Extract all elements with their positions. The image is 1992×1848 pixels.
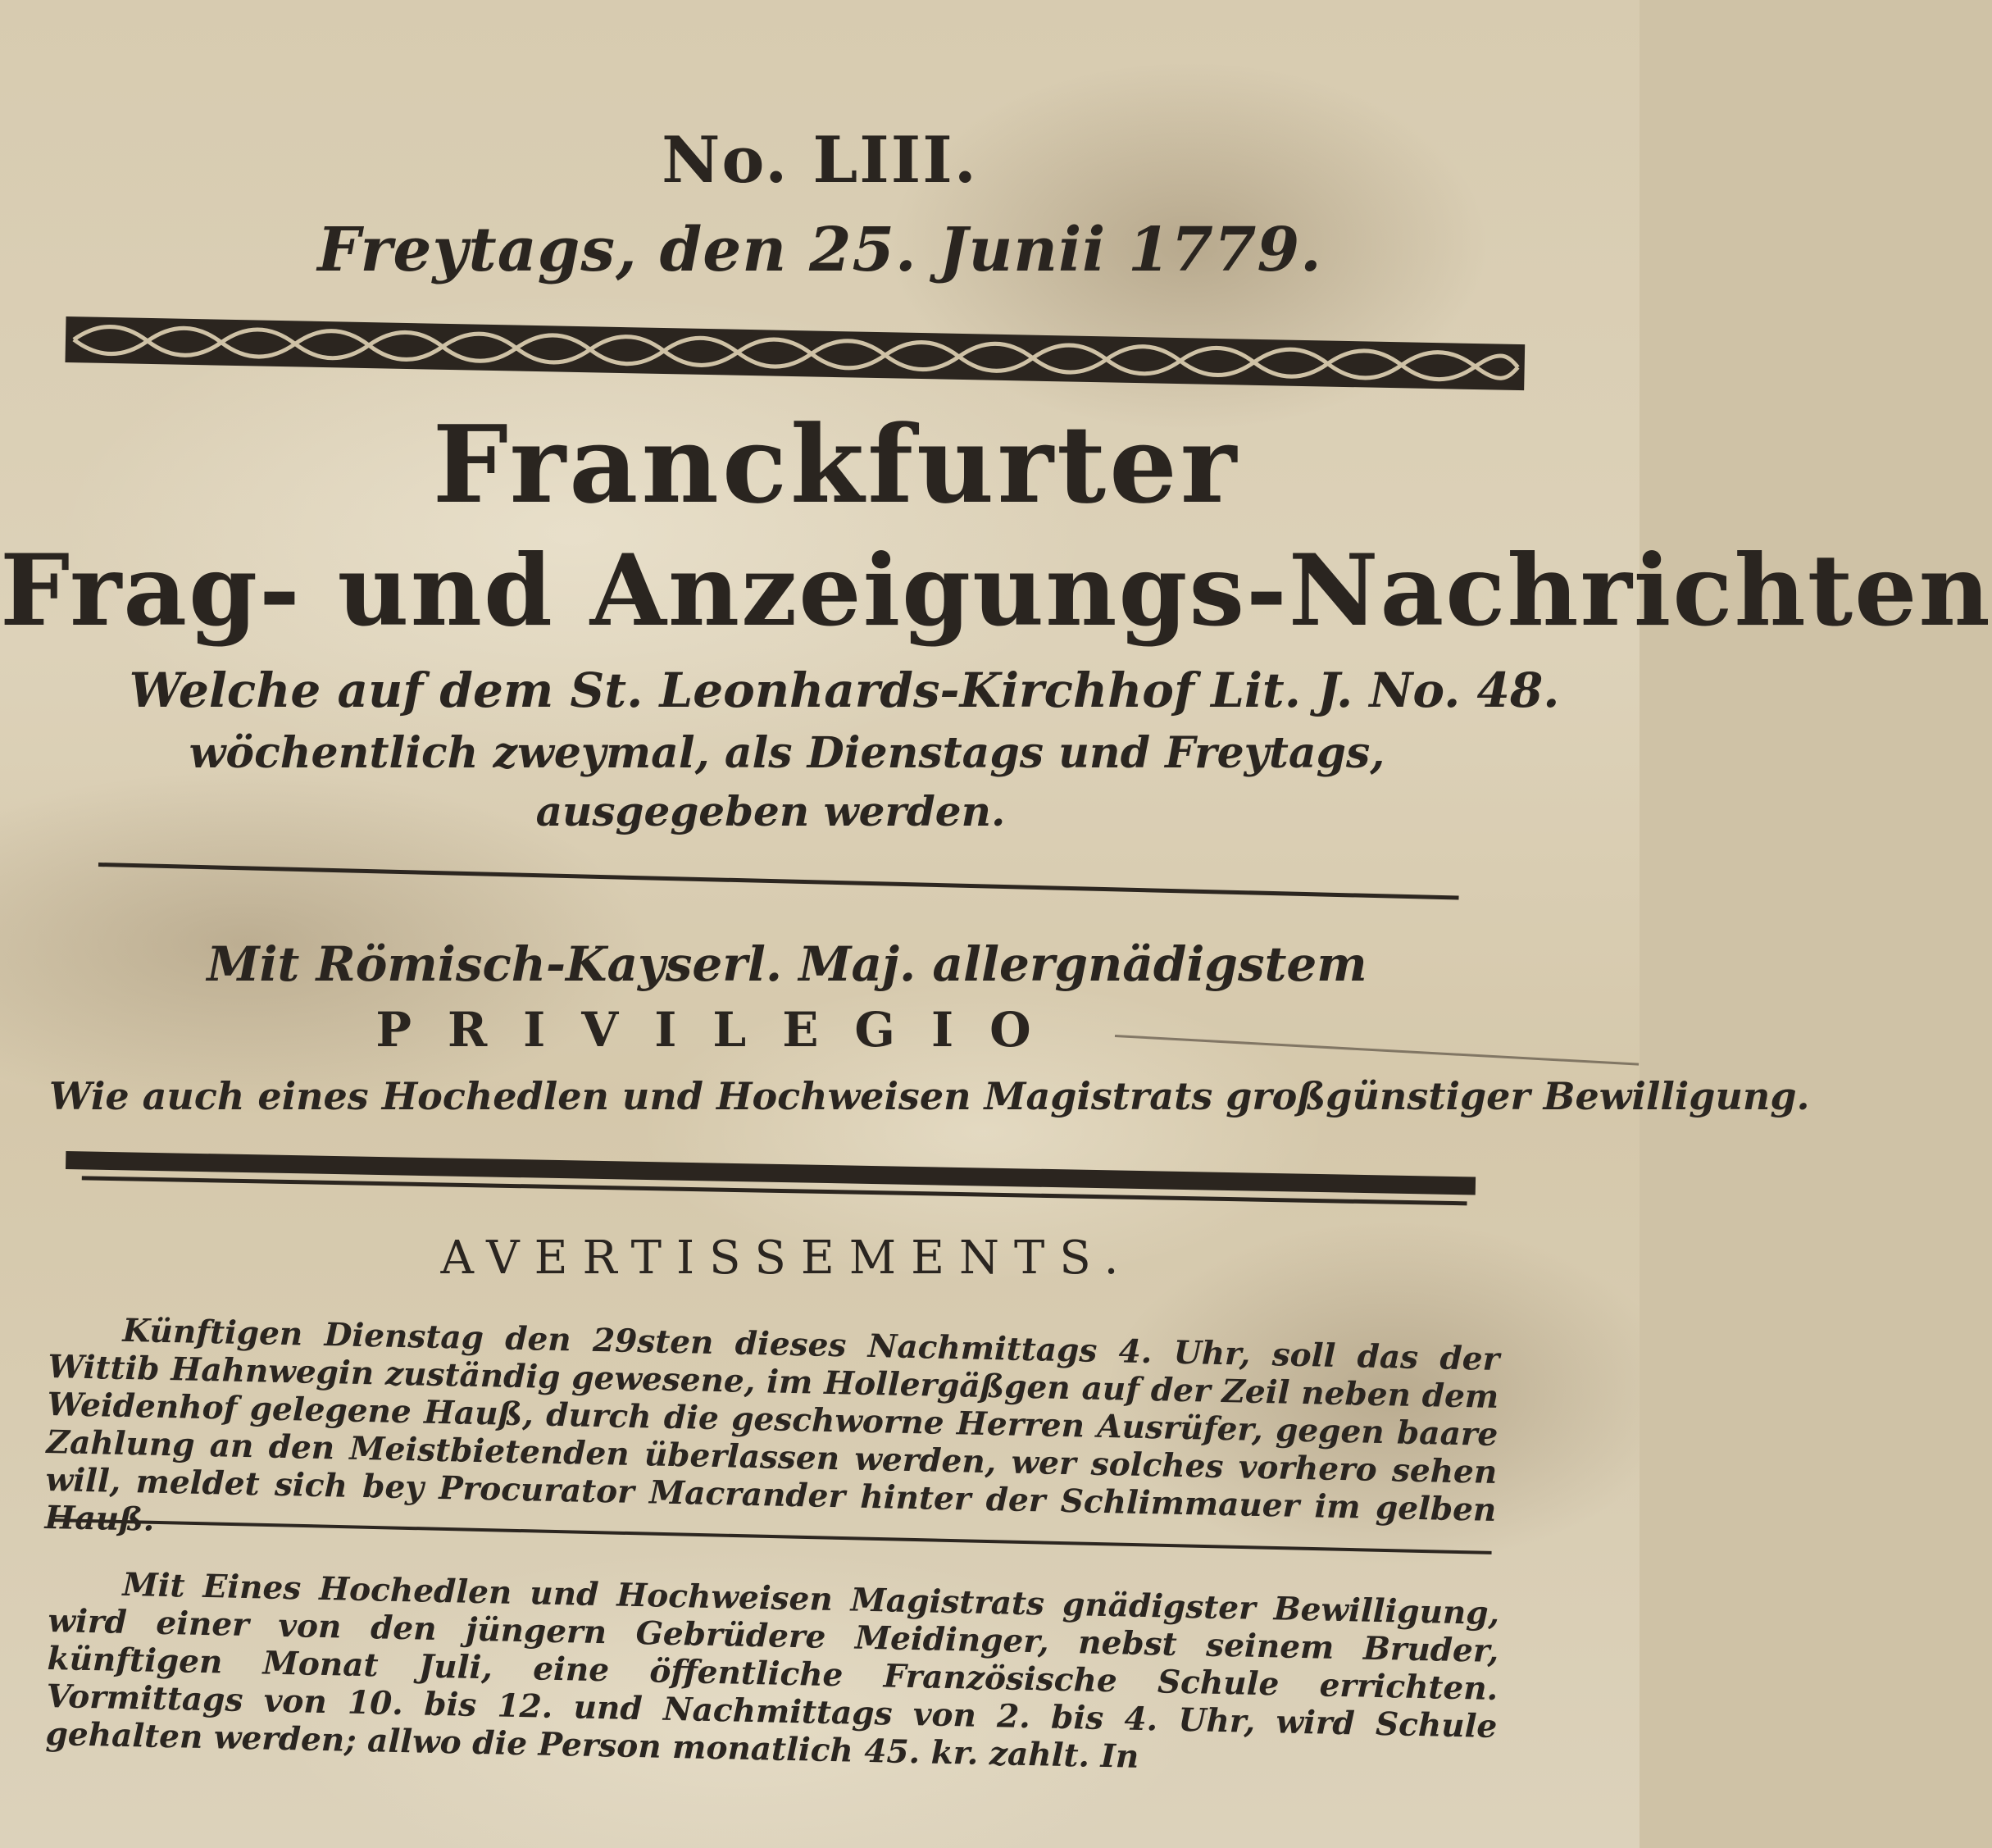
heavy-double-rule: [66, 1148, 1476, 1217]
notice-paragraph: Mit Eines Hochedlen und Hochweisen Magistrats gnädigster Bewilligung, wird einer von den jüngern Gebrüdere Meidinger, nebst seinem Bruder, künftigen Monat Juli, eine öffentliche Französische Schule errichten. Vormittags von 10. bis 12. und Nachmittags von 2. bis 4. Uhr, wird Schule gehalten werden; allwo die Person monatlich 45. kr. zahlt. In: [45, 1565, 1500, 1776]
notice-paragraph: Künftigen Dienstag den 29sten dieses Nachmittags 4. Uhr, soll das der Wittib Hahnwegin zuständig gewesene, im Hollergäßgen auf der Zeil neben dem Weidenhof gelegene Hauß, durch die geschworne Herren Ausrüfer, gegen baare Zahlung an den Meistbietenden überlassen werden, wer solches vorhero sehen will, meldet sich bey Procurator Macrander hinter der Schlimmauer im gelben Hauß.: [44, 1311, 1500, 1539]
masthead-subtitle-line2: wöchentlich zweymal, als Dienstags und Freytags,: [189, 728, 1385, 778]
masthead-title-line1: Franckfurter: [432, 402, 1240, 527]
masthead-subtitle-line3: ausgegeben werden.: [535, 787, 1006, 835]
section-title: AVERTISSEMENTS.: [440, 1231, 1134, 1285]
issue-number: No. LIII.: [662, 123, 978, 198]
issue-date: Freytags, den 25. Junii 1779.: [317, 215, 1322, 285]
masthead-title-line2: Frag- und Anzeigungs-Nachrichten: [0, 533, 1992, 649]
privilege-title: PRIVILEGIO: [375, 1002, 1067, 1058]
privilege-line1: Mit Römisch-Kayserl. Maj. allergnädigstem: [207, 936, 1367, 992]
ornamental-chain-border: [65, 310, 1525, 397]
masthead-subtitle-line1: Welche auf dem St. Leonhards-Kirchhof Lit. J. No. 48.: [129, 662, 1560, 718]
privilege-line3: Wie auch eines Hochedlen und Hochweisen Magistrats großgünstiger Bewilligung.: [49, 1074, 1810, 1118]
divider-rule: [98, 863, 1459, 900]
